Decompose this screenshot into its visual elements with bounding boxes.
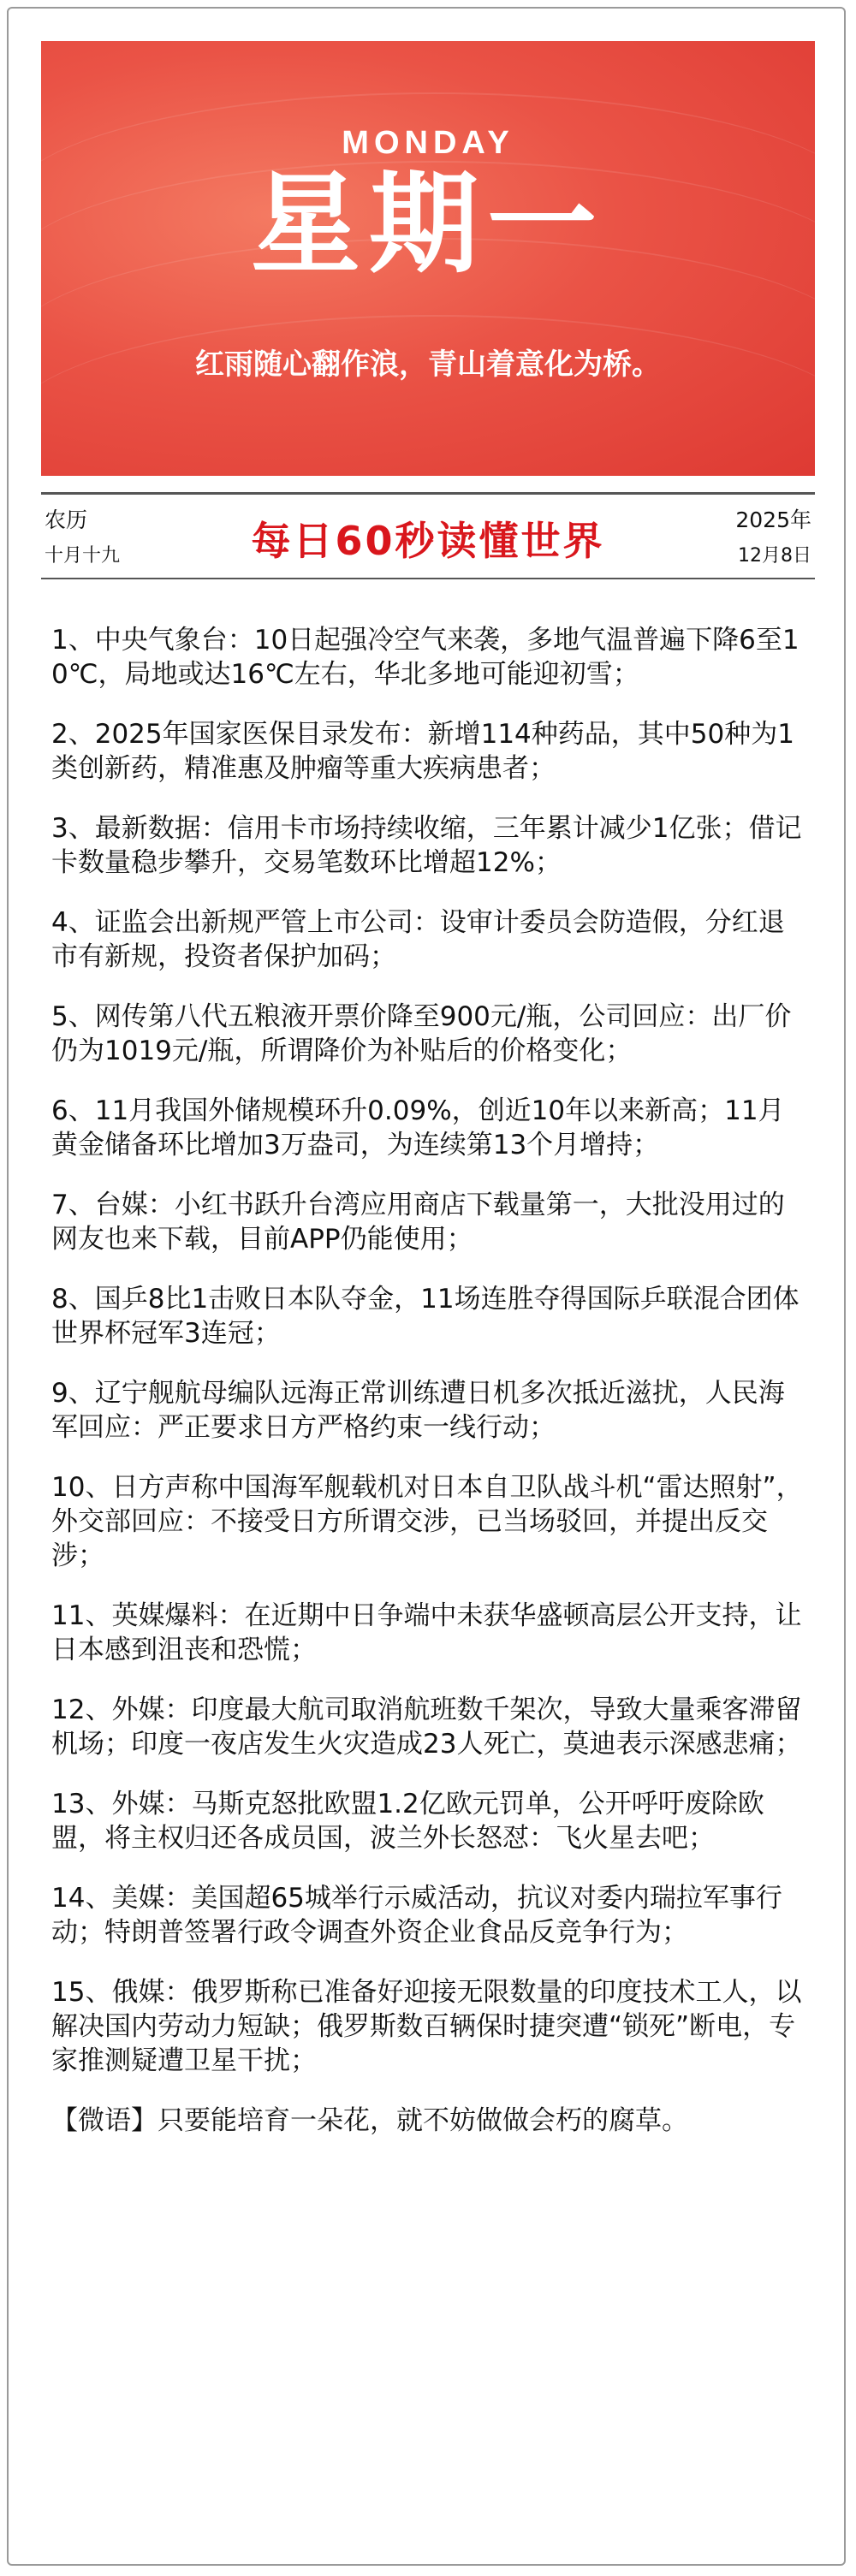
- news-item: 13、外媒：马斯克怒批欧盟1.2亿欧元罚单，公开呼吁废除欧盟，将主权归还各成员国，波兰外长怒怼：飞火星去吧；: [51, 1789, 764, 1854]
- weekday-chinese: 星期一: [250, 161, 605, 288]
- year: 2025年: [735, 507, 811, 532]
- lunar-date: 十月十九: [45, 545, 121, 567]
- news-item: 2、2025年国家医保目录发布：新增114种药品，其中50种为1类创新药，精准惠及肿瘤等重大疾病患者；: [51, 719, 794, 784]
- news-item: 4、证监会出新规严管上市公司：设审计委员会防造假，分红退市有新规，投资者保护加码；: [51, 907, 785, 972]
- news-item: 6、11月我国外储规模环升0.09%，创近10年以来新高；11月黄金储备环比增加3万盎司，为连续第13个月增持；: [51, 1095, 785, 1160]
- news-item: 8、国乒8比1击败日本队夺金，11场连胜夺得国际乒联混合团体世界杯冠军3连冠；: [51, 1284, 800, 1349]
- closing-quote: 【微语】只要能培育一朵花，就不妨做做会朽的腐草。: [51, 2105, 688, 2136]
- banner: [41, 41, 815, 476]
- news-item: 11、英媒爆料：在近期中日争端中未获华盛顿高层公开支持，让日本感到沮丧和恐慌；: [51, 1600, 802, 1665]
- news-item: 3、最新数据：信用卡市场持续收缩，三年累计减少1亿张；借记卡数量稳步攀升，交易笔数环比增超12%；: [51, 813, 802, 878]
- news-list: [51, 623, 809, 2163]
- header-rule-bottom: [41, 578, 815, 579]
- news-item: 14、美媒：美国超65城举行示威活动，抗议对委内瑞拉军事行动；特朗普签署行政令调查外资企业食品反竞争行为；: [51, 1883, 782, 1948]
- header-rule-top: [41, 492, 815, 495]
- news-item: 7、台媒：小红书跃升台湾应用商店下载量第一，大批没用过的网友也来下载，目前APP仍能使用；: [51, 1190, 785, 1255]
- news-item: 5、网传第八代五粮液开票价降至900元/瓶，公司回应：出厂价仍为1019元/瓶，所谓降价为补贴后的价格变化；: [51, 1001, 792, 1066]
- news-item: 10、日方声称中国海军舰载机对日本自卫队战斗机“雷达照射”，外交部回应：不接受日方所谓交涉，已当场驳回，并提出反交涉；: [51, 1472, 803, 1571]
- weekday-english: MONDAY: [342, 125, 514, 161]
- month-day: 12月8日: [738, 545, 811, 567]
- lunar-label: 农历: [45, 507, 88, 532]
- page-title: 每日60秒读懂世界: [251, 518, 605, 564]
- news-item: 12、外媒：印度最大航司取消航班数千架次，导致大量乘客滞留机场；印度一夜店发生火灾造成23人死亡，莫迪表示深感悲痛；: [51, 1695, 802, 1760]
- banner-motto: 红雨随心翻作浪，青山着意化为桥。: [195, 347, 661, 382]
- news-item: 1、中央气象台：10日起强冷空气来袭，多地气温普遍下降6至10℃，局地或达16℃左右，华北多地可能迎初雪；: [51, 625, 800, 690]
- news-item: 15、俄媒：俄罗斯称已准备好迎接无限数量的印度技术工人，以解决国内劳动力短缺；俄罗斯数百辆保时捷突遭“锁死”断电，专家推测疑遭卫星干扰；: [51, 1977, 802, 2076]
- news-item: 9、辽宁舰航母编队远海正常训练遭日机多次抵近滋扰，人民海军回应：严正要求日方严格约束一线行动；: [51, 1378, 785, 1443]
